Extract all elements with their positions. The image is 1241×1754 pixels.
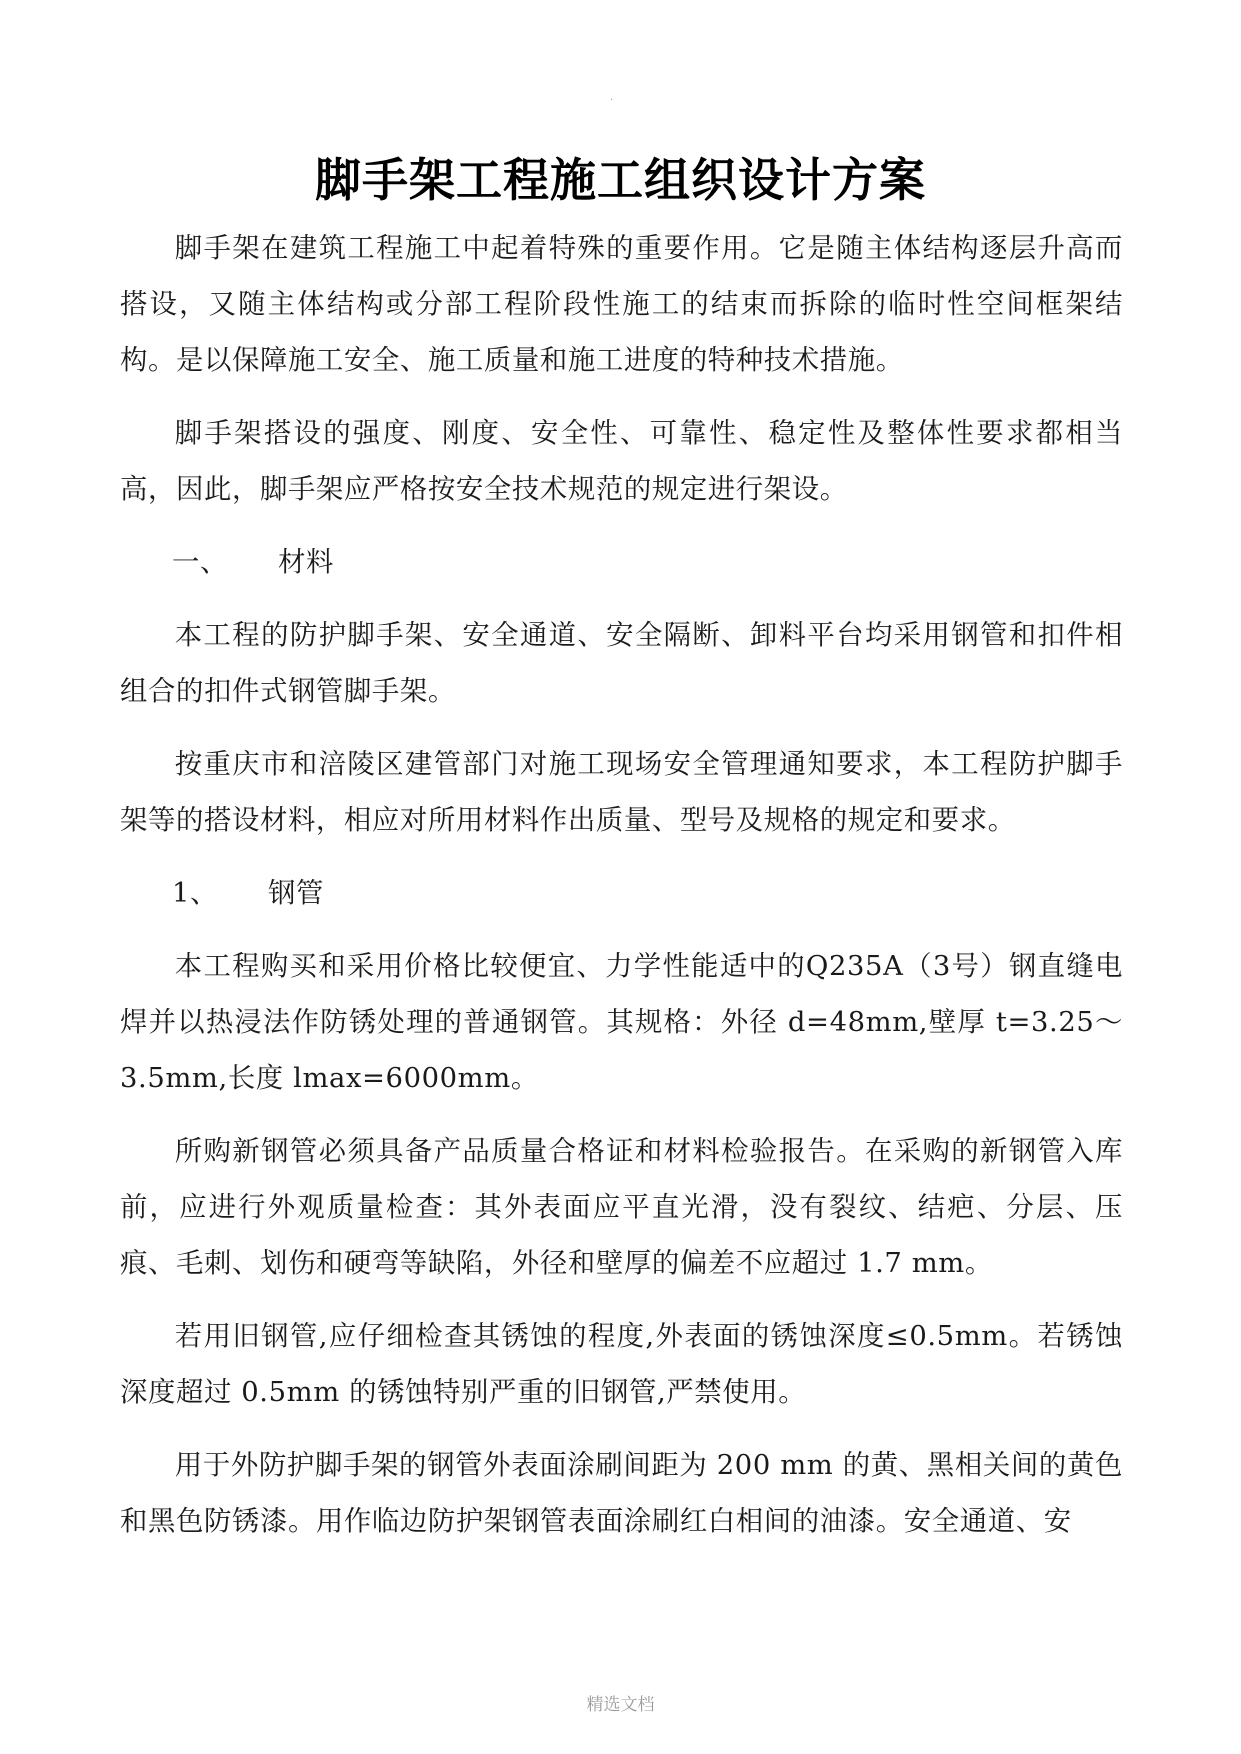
paragraph-old-pipe: 若用旧钢管,应仔细检查其锈蚀的程度,外表面的锈蚀深度≤0.5mm。若锈蚀深度超过 0.5mm 的锈蚀特别严重的旧钢管,严禁使用。 <box>120 1321 1123 1408</box>
page-mark: · <box>610 95 614 106</box>
paragraph-paint: 用于外防护脚手架的钢管外表面涂刷间距为 200 mm 的黄、黑相关间的黄色和黑色防锈漆。用作临边防护架钢管表面涂刷红白相间的油漆。安全通道、安 <box>120 1450 1123 1537</box>
document-body <box>120 221 1123 1567</box>
paragraph-new-pipe-check: 所购新钢管必须具备产品质量合格证和材料检验报告。在采购的新钢管入库前，应进行外观质量检查：其外表面应平直光滑，没有裂纹、结疤、分层、压痕、毛刺、划伤和硬弯等缺陷，外径和壁厚的偏差不应超过 1.7 mm。 <box>120 1136 1123 1279</box>
section-heading-materials <box>120 535 1123 591</box>
footer-label: 精选文档 <box>586 1695 655 1715</box>
paragraph-regulation: 按重庆市和涪陵区建管部门对施工现场安全管理通知要求，本工程防护脚手架等的搭设材料，相应对所用材料作出质量、型号及规格的规定和要求。 <box>120 749 1123 836</box>
subsection-number: 1、 <box>172 878 219 909</box>
subsection-title: 钢管 <box>268 878 325 909</box>
paragraph-requirements: 脚手架搭设的强度、刚度、安全性、可靠性、稳定性及整体性要求都相当高，因此，脚手架应严格按安全技术规范的规定进行架设。 <box>120 418 1123 505</box>
section-number: 一、 <box>172 547 228 578</box>
document-title: 脚手架工程施工组织设计方案 <box>315 153 926 207</box>
section-title: 材料 <box>277 547 334 578</box>
section-heading-steel-pipe <box>120 866 1123 922</box>
paragraph-scaffold-type: 本工程的防护脚手架、安全通道、安全隔断、卸料平台均采用钢管和扣件相组合的扣件式钢管脚手架。 <box>120 620 1123 707</box>
paragraph-intro: 脚手架在建筑工程施工中起着特殊的重要作用。它是随主体结构逐层升高而搭设，又随主体结构或分部工程阶段性施工的结束而拆除的临时性空间框架结构。是以保障施工安全、施工质量和施工进度的特种技术措施。 <box>120 233 1123 376</box>
paragraph-pipe-spec: 本工程购买和采用价格比较便宜、力学性能适中的Q235A（3号）钢直缝电焊并以热浸法作防锈处理的普通钢管。其规格：外径 d=48mm,壁厚 t=3.25～3.5mm,长度 lmax=6000mm。 <box>120 951 1123 1094</box>
